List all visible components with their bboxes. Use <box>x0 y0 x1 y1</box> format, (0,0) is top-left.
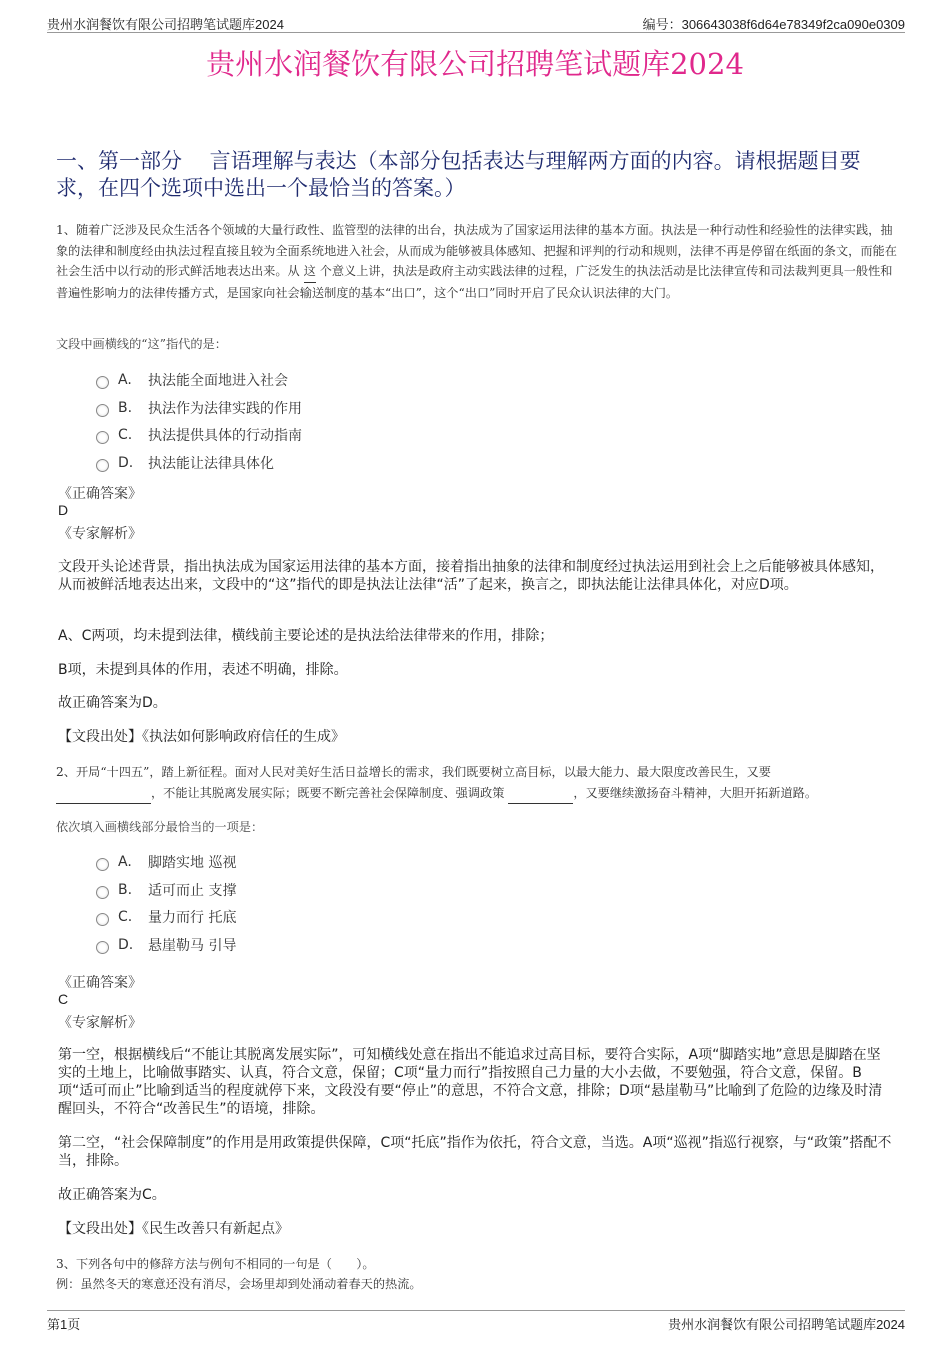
option-text: 执法能让法律具体化 <box>148 456 274 472</box>
radio-icon[interactable] <box>96 404 109 417</box>
text: 2、开局“十四五”，踏上新征程。面对人民对美好生活日益增长的需求，我们既要树立高目标，以最大能力、最大限度改善民生，又要 <box>56 765 771 779</box>
option-key: B. <box>118 882 133 898</box>
option-text: 悬崖勒马 引导 <box>148 938 237 954</box>
text: ，又要继续激扬奋斗精神，大胆开拓新道路。 <box>573 785 818 800</box>
page-number: 第1页 <box>47 1317 81 1332</box>
option-text: 执法能全面地进入社会 <box>148 373 288 389</box>
page-title: 贵州水润餐饮有限公司招聘笔试题库2024 <box>206 47 744 81</box>
source-citation: 【文段出处】《民生改善只有新起点》 <box>58 1221 289 1237</box>
analysis-paragraph: B项，未提到具体的作用，表述不明确，排除。 <box>58 662 348 678</box>
text: ，不能让其脱离发展实际；既要不断完善社会保障制度、强调政策 <box>151 785 505 800</box>
underlined-word: 这 <box>304 261 316 283</box>
option-b[interactable] <box>96 398 302 418</box>
option-a[interactable] <box>96 852 236 872</box>
option-b[interactable] <box>96 880 236 900</box>
answer-value: D <box>58 502 69 518</box>
header-serial: 编号：306643038f6d64e78349f2ca090e0309 <box>642 17 905 32</box>
question-1-text <box>56 220 902 303</box>
blank-1 <box>56 783 151 805</box>
answer-value: C <box>58 991 69 1007</box>
section-heading: 一、第一部分 言语理解与表达（本部分包括表达与理解两方面的内容。请根据题目要求，在四个选项中选出一个最恰当的答案。） <box>56 149 861 200</box>
question-2-prompt: 依次填入画横线部分最恰当的一项是： <box>56 820 264 834</box>
option-key: B. <box>118 400 133 416</box>
question-3-example: 例：虽然冬天的寒意还没有消尽，会场里却到处涌动着春天的热流。 <box>56 1277 422 1291</box>
analysis-paragraph: 故正确答案为C。 <box>58 1187 166 1203</box>
option-d[interactable] <box>96 935 236 955</box>
option-key: D. <box>118 937 134 953</box>
header-title: 贵州水润餐饮有限公司招聘笔试题库2024 <box>47 17 284 32</box>
option-key: A. <box>118 854 132 870</box>
page-header <box>47 14 905 33</box>
analysis-label: 《专家解析》 <box>58 526 142 542</box>
question-3-text: 3、下列各句中的修辞方法与例句不相同的一句是（ ）。 <box>56 1257 375 1271</box>
radio-icon[interactable] <box>96 941 109 954</box>
question-1-prompt: 文段中画横线的“这”指代的是： <box>56 337 227 351</box>
analysis-paragraph: 故正确答案为D。 <box>58 695 167 711</box>
option-a[interactable] <box>96 370 288 390</box>
radio-icon[interactable] <box>96 913 109 926</box>
answer-label: 《正确答案》 <box>58 486 142 502</box>
radio-icon[interactable] <box>96 376 109 389</box>
option-key: A. <box>118 372 132 388</box>
question-2-text <box>56 762 902 804</box>
page-footer <box>47 1310 905 1333</box>
option-text: 执法作为法律实践的作用 <box>148 401 302 417</box>
option-key: D. <box>118 455 134 471</box>
radio-icon[interactable] <box>96 858 109 871</box>
analysis-paragraph: 第二空，“社会保障制度”的作用是用政策提供保障，C项“托底”指作为依托，符合文意，当选。A项“巡视”指巡行视察，与“政策”搭配不当，排除。 <box>58 1135 892 1169</box>
option-c[interactable] <box>96 907 236 927</box>
text: 个意义上讲，执法是政府主动实践法律的过程，广泛发生的执法活动是比法律宣传和司法裁判更具一般性和普遍性影响力的法律传播方式，是国家向社会输送制度的基本“出口”，这个“出口”同时开启了民众认识法律的大门。 <box>56 264 893 300</box>
option-text: 适可而止 支撑 <box>148 883 237 899</box>
answer-label: 《正确答案》 <box>58 975 142 991</box>
option-d[interactable] <box>96 453 274 473</box>
analysis-paragraph: A、C两项，均未提到法律，横线前主要论述的是执法给法律带来的作用，排除； <box>58 628 554 644</box>
analysis-paragraph: 第一空，根据横线后“不能让其脱离发展实际”，可知横线处意在指出不能追求过高目标，要符合实际，A项“脚踏实地”意思是脚踏在坚实的土地上，比喻做事踏实、认真，符合文意，保留；C项“量力而行”指按照自己力量的大小去做，不要勉强，符合文意，保留。B项“适可而止”比喻到适当的程度就停下来，文段没有要“停止”的意思，不符合文意，排除；D项“悬崖勒马”比喻到了危险的边缘及时清醒回头，不符合“改善民生”的语境，排除。 <box>58 1047 883 1117</box>
analysis-label: 《专家解析》 <box>58 1015 142 1031</box>
text: 1、随着广泛涉及民众生活各个领域的大量行政性、监管型的法律的出台，执法成为了国家运用法律的基本方面。执法是一种行动性和经验性的法律实践，抽象的法律和制度经由执法过程直接且较为全面系统地进入社会，从而成为能够被具体感知、把握和评判的行动和规则，法律不再是停留在纸面的条文，而能在社会生活中以行动的形式鲜活地表达出来。从 <box>56 223 897 278</box>
radio-icon[interactable] <box>96 459 109 472</box>
option-key: C. <box>118 909 133 925</box>
blank-2 <box>508 783 573 805</box>
option-c[interactable] <box>96 425 302 445</box>
radio-icon[interactable] <box>96 886 109 899</box>
radio-icon[interactable] <box>96 431 109 444</box>
option-text: 执法提供具体的行动指南 <box>148 428 302 444</box>
footer-title: 贵州水润餐饮有限公司招聘笔试题库2024 <box>668 1317 905 1332</box>
source-citation: 【文段出处】《执法如何影响政府信任的生成》 <box>58 729 345 745</box>
analysis-paragraph: 文段开头论述背景，指出执法成为国家运用法律的基本方面，接着指出抽象的法律和制度经过执法运用到社会上之后能够被具体感知，从而被鲜活地表达出来，文段中的“这”指代的即是执法让法律“活”了起来，换言之，即执法能让法律具体化，对应D项。 <box>58 559 884 593</box>
option-text: 脚踏实地 巡视 <box>148 855 237 871</box>
option-key: C. <box>118 427 133 443</box>
option-text: 量力而行 托底 <box>148 910 237 926</box>
